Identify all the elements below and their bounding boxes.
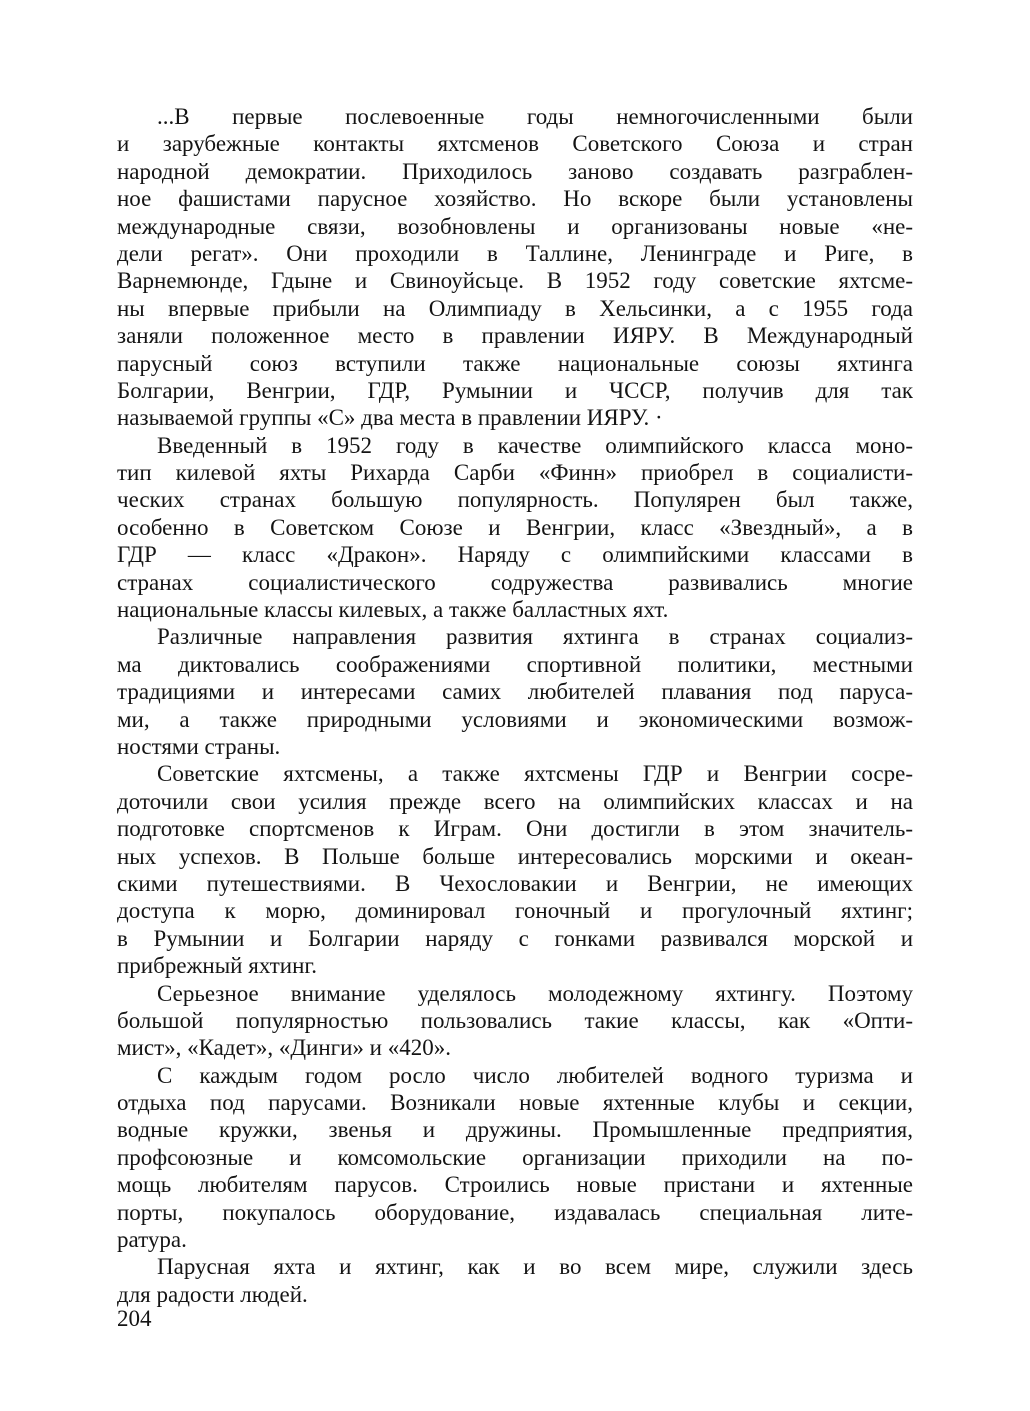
text-line: ностями страны. (117, 733, 281, 759)
text-line: странах социалистического содружества развивались многие (117, 569, 913, 595)
text-line: особенно в Советском Союзе и Венгрии, класс «Звездный», а в (117, 514, 913, 540)
text-line: Парусная яхта и яхтинг, как и во всем мире, служили здесь (157, 1254, 913, 1280)
text-line: Советские яхтсмены, а также яхтсмены ГДР и Венгрии сосре- (157, 761, 913, 787)
text-line: ное фашистами парусное хозяйство. Но вскоре были установлены (117, 186, 913, 212)
text-line: ческих странах большую популярность. Популярен был также, (117, 487, 913, 513)
text-line: мощь любителям парусов. Строились новые пристани и яхтенные (117, 1172, 913, 1198)
text-line: Серьезное внимание уделялось молодежному яхтингу. Поэтому (157, 980, 913, 1006)
text-line: ма диктовались соображениями спортивной политики, местными (117, 651, 913, 677)
page-number: 204 (117, 1306, 152, 1331)
text-line: Введенный в 1952 году в качестве олимпийского класса моно- (157, 432, 913, 458)
text-line: для радости людей. (117, 1281, 308, 1307)
paragraph (117, 103, 913, 432)
text-line: дели регат». Они проходили в Таллине, Ленинграде и Риге, в (117, 240, 913, 266)
text-line: и зарубежные контакты яхтсменов Советского Союза и стран (117, 131, 913, 157)
text-line: большой популярностью пользовались такие классы, как «Опти- (117, 1007, 913, 1033)
text-line: отдыха под парусами. Возникали новые яхтенные клубы и секции, (117, 1090, 913, 1116)
text-line: национальные классы килевых, а также балластных яхт. (117, 597, 669, 623)
paragraph (117, 760, 913, 979)
page-body (117, 103, 913, 1308)
text-line: Различные направления развития яхтинга в странах социализ- (157, 624, 913, 650)
text-line: ных успехов. В Польше больше интересовались морскими и океан- (117, 843, 913, 869)
text-line: называемой группы «С» два места в правлении ИЯРУ. · (117, 405, 663, 431)
text-line: ми, а также природными условиями и экономическими возмож- (117, 706, 913, 732)
paragraph (117, 432, 913, 624)
text-line: подготовке спортсменов к Играм. Они достигли в этом значитель- (117, 816, 913, 842)
text-line: доступа к морю, доминировал гоночный и прогулочный яхтинг; (117, 898, 913, 924)
text-line: ...В первые послевоенные годы немногочисленными были (157, 104, 913, 129)
text-line: С каждым годом росло число любителей водного туризма и (157, 1062, 913, 1088)
text-line: доточили свои усилия прежде всего на олимпийских классах и на (117, 788, 913, 814)
text-line: Варнемюнде, Гдыне и Свиноуйсьце. В 1952 году советские яхтсме- (117, 268, 913, 294)
text-line: порты, покупалось оборудование, издавалась специальная лите- (117, 1199, 913, 1225)
paragraph (117, 1253, 913, 1308)
text-line: ГДР — класс «Дракон». Наряду с олимпийскими классами в (117, 542, 913, 568)
text-line: международные связи, возобновлены и организованы новые «не- (117, 213, 913, 239)
text-line: профсоюзные и комсомольские организации приходили на по- (117, 1144, 913, 1170)
text-line: ны впервые прибыли на Олимпиаду в Хельсинки, а с 1955 года (117, 295, 913, 321)
text-line: скими путешествиями. В Чехословакии и Венгрии, не имеющих (117, 870, 913, 896)
text-line: прибрежный яхтинг. (117, 953, 318, 979)
text-line: заняли положенное место в правлении ИЯРУ. В Международный (117, 323, 913, 349)
text-line: парусный союз вступили также национальные союзы яхтинга (117, 350, 913, 376)
text-line: тип килевой яхты Рихарда Сарби «Финн» приобрел в социалисти- (117, 460, 913, 486)
paragraph (117, 1062, 913, 1254)
text-line: ратура. (117, 1227, 187, 1253)
text-line: традициями и интересами самих любителей плавания под паруса- (117, 679, 913, 705)
text-line: мист», «Кадет», «Динги» и «420». (117, 1035, 451, 1061)
text-line: в Румынии и Болгарии наряду с гонками развивался морской и (117, 925, 913, 951)
paragraph (117, 980, 913, 1062)
text-line: Болгарии, Венгрии, ГДР, Румынии и ЧССР, получив для так (117, 377, 913, 403)
text-line: народной демократии. Приходилось заново создавать разграблен- (117, 158, 913, 184)
paragraph (117, 623, 913, 760)
text-line: водные кружки, звенья и дружины. Промышленные предприятия, (117, 1117, 913, 1143)
